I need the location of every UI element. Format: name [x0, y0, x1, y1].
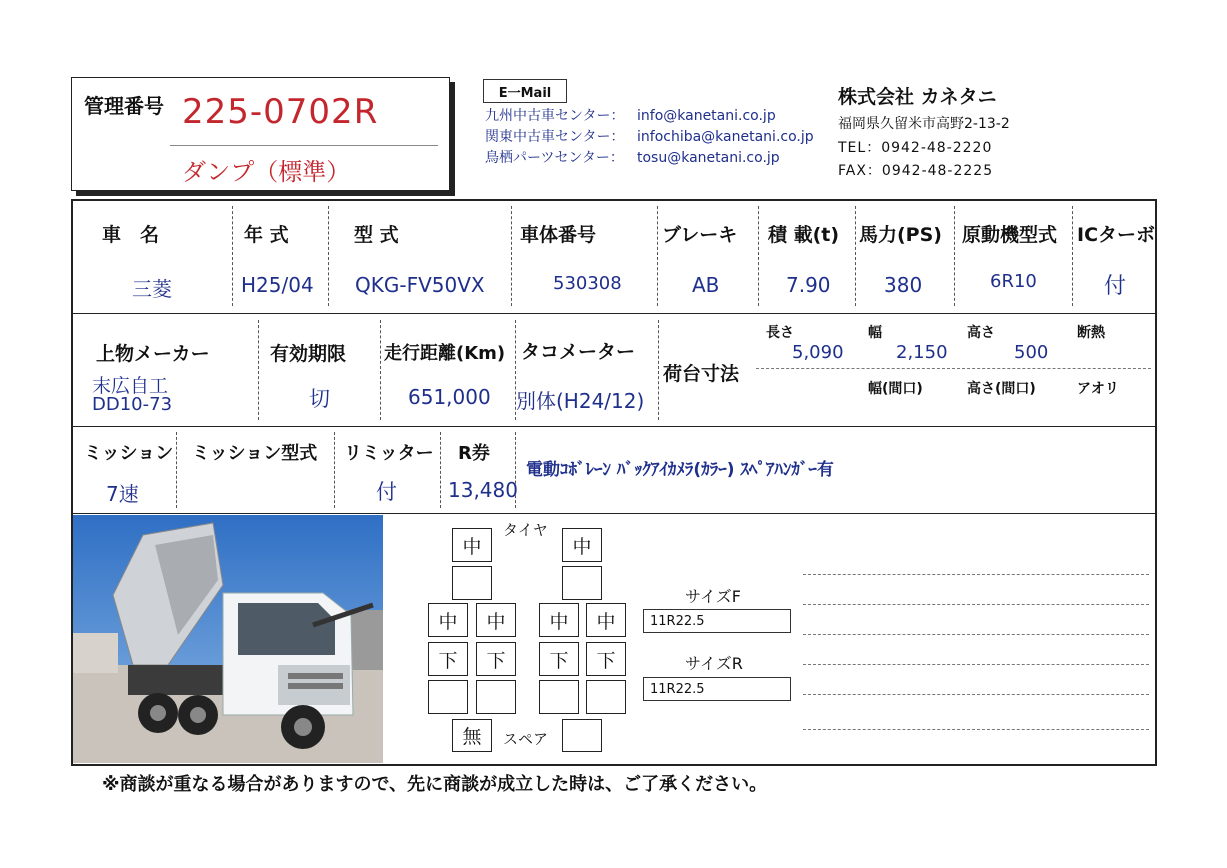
email-link[interactable]: info@kanetani.co.jp	[637, 108, 776, 124]
management-box	[71, 77, 450, 191]
col-divider	[380, 320, 381, 420]
row-divider	[71, 313, 1157, 314]
col-divider	[1072, 206, 1073, 306]
col-divider	[758, 206, 759, 306]
bed-row-divider	[756, 368, 1151, 369]
brake-value: AB	[692, 273, 720, 297]
email-center: 鳥栖パーツセンター：	[485, 150, 624, 166]
email-link[interactable]: infochiba@kanetani.co.jp	[637, 129, 814, 145]
company-address: 福岡県久留米市高野2-13-2	[838, 116, 1010, 132]
spare-tire-blank	[562, 719, 602, 752]
aori-label: アオリ	[1077, 381, 1119, 397]
engine-label: 原動機型式	[962, 224, 1058, 246]
model-label: 型 式	[354, 224, 399, 246]
brake-label: ブレーキ	[662, 224, 738, 246]
load-label: 積 載(t)	[768, 224, 840, 246]
company-name: 株式会社 カネタニ	[838, 86, 997, 108]
turbo-value: 付	[1104, 274, 1127, 299]
turbo-label: ICターボ	[1077, 224, 1156, 246]
remarks-line	[803, 604, 1149, 605]
tire-rear3-blank	[428, 680, 468, 714]
col-divider	[954, 206, 955, 306]
row-divider	[71, 513, 1157, 514]
year-value: H25/04	[241, 273, 314, 297]
bed-dimensions-label: 荷台寸法	[663, 363, 740, 385]
transmission-model-label: ミッション型式	[192, 443, 318, 464]
body-model-value: DD10-73	[92, 394, 173, 415]
tire-rear2: 下	[586, 642, 626, 676]
tire-front-left: 中	[452, 528, 492, 562]
tire-rear1: 中	[428, 603, 468, 637]
tire-front-left-blank	[452, 566, 492, 600]
height-opening-label: 高さ(間口)	[967, 381, 1036, 397]
tire-front-right: 中	[562, 528, 602, 562]
tire-rear2: 下	[476, 642, 516, 676]
year-label: 年 式	[244, 224, 289, 246]
truck-photo	[73, 515, 383, 763]
tire-rear1: 中	[586, 603, 626, 637]
remarks-line	[803, 634, 1149, 635]
chassis-value: 530308	[553, 273, 622, 294]
width-value: 2,150	[896, 342, 948, 363]
remarks-line	[803, 729, 1149, 730]
company-fax: FAX：0942-48-2225	[838, 163, 994, 179]
email-list	[485, 106, 814, 169]
col-divider	[657, 206, 658, 306]
tire-rear3-blank	[586, 680, 626, 714]
dump-truck-image	[73, 515, 383, 763]
mileage-value: 651,000	[408, 385, 491, 409]
model-value: QKG-FV50VX	[355, 273, 485, 297]
maker-label: 車 名	[102, 224, 160, 246]
inspection-value: 切	[309, 387, 330, 411]
spare-label: スペア	[503, 730, 549, 748]
tire-rear3-blank	[539, 680, 579, 714]
body-maker-value: 末広自工	[92, 375, 169, 397]
col-divider	[328, 206, 329, 306]
size-rear-field: 11R22.5	[643, 677, 791, 701]
equipment-text: 電動ｺﾎﾞﾚｰﾝ ﾊﾞｯｸｱｲｶﾒﾗ(ｶﾗｰ) ｽﾍﾟｱﾊﾝｶﾞｰ有	[526, 460, 834, 480]
email-label-box	[483, 79, 567, 103]
col-divider	[440, 432, 441, 508]
tire-label: タイヤ	[503, 521, 548, 539]
email-center: 関東中古車センター：	[485, 129, 625, 145]
horsepower-label: 馬力(PS)	[859, 224, 942, 246]
insulation-label: 断熱	[1077, 325, 1105, 341]
limiter-label: リミッター	[344, 443, 434, 464]
col-divider	[334, 432, 335, 508]
height-label: 高さ	[967, 325, 995, 341]
size-front-field: 11R22.5	[643, 609, 791, 633]
width-opening-label: 幅(間口)	[868, 381, 923, 397]
col-divider	[232, 206, 233, 306]
company-tel: TEL：0942-48-2220	[838, 140, 993, 156]
col-divider	[855, 206, 856, 306]
load-value: 7.90	[786, 273, 831, 297]
length-value: 5,090	[792, 342, 844, 363]
management-number: 225-0702R	[182, 92, 379, 132]
email-label: E一Mail	[498, 85, 552, 101]
tachometer-value: 別体(H24/12)	[516, 389, 645, 413]
email-center: 九州中古車センター：	[485, 108, 625, 124]
limiter-value: 付	[376, 480, 397, 504]
email-row	[485, 127, 814, 148]
tire-rear2: 下	[428, 642, 468, 676]
footer-note: ※商談が重なる場合がありますので、先に商談が成立した時は、ご了承ください。	[102, 774, 768, 795]
management-number-label: 管理番号	[84, 94, 164, 118]
remarks-line	[803, 694, 1149, 695]
body-type: ダンプ（標準）	[182, 158, 351, 186]
col-divider	[511, 206, 512, 306]
length-label: 長さ	[766, 325, 794, 341]
size-front-label: サイズF	[685, 587, 741, 606]
height-value: 500	[1014, 342, 1049, 363]
col-divider	[176, 432, 177, 508]
transmission-value: 7速	[106, 482, 139, 506]
col-divider	[658, 320, 659, 420]
tire-rear2: 下	[539, 642, 579, 676]
email-link[interactable]: tosu@kanetani.co.jp	[637, 150, 780, 166]
tire-rear1: 中	[539, 603, 579, 637]
tire-rear3-blank	[476, 680, 516, 714]
tire-rear1: 中	[476, 603, 516, 637]
tachometer-label: タコメーター	[521, 341, 636, 363]
r-ticket-value: 13,480	[448, 478, 518, 502]
body-maker-label: 上物メーカー	[96, 343, 210, 365]
email-row	[485, 148, 814, 169]
remarks-line	[803, 664, 1149, 665]
maker-value: 三菱	[132, 277, 172, 301]
remarks-line	[803, 574, 1149, 575]
transmission-label: ミッション	[84, 443, 174, 464]
r-ticket-label: R券	[458, 443, 490, 464]
header-divider	[170, 145, 438, 146]
email-row	[485, 106, 814, 127]
width-label: 幅	[868, 325, 882, 341]
horsepower-value: 380	[884, 273, 923, 297]
size-rear-label: サイズR	[685, 654, 743, 673]
spare-tire: 無	[452, 719, 492, 752]
col-divider	[258, 320, 259, 420]
row-divider	[71, 426, 1157, 427]
engine-value: 6R10	[990, 271, 1037, 292]
tire-front-right-blank	[562, 566, 602, 600]
inspection-label: 有効期限	[270, 343, 347, 365]
chassis-label: 車体番号	[520, 224, 597, 246]
mileage-label: 走行距離(Km)	[384, 343, 506, 364]
